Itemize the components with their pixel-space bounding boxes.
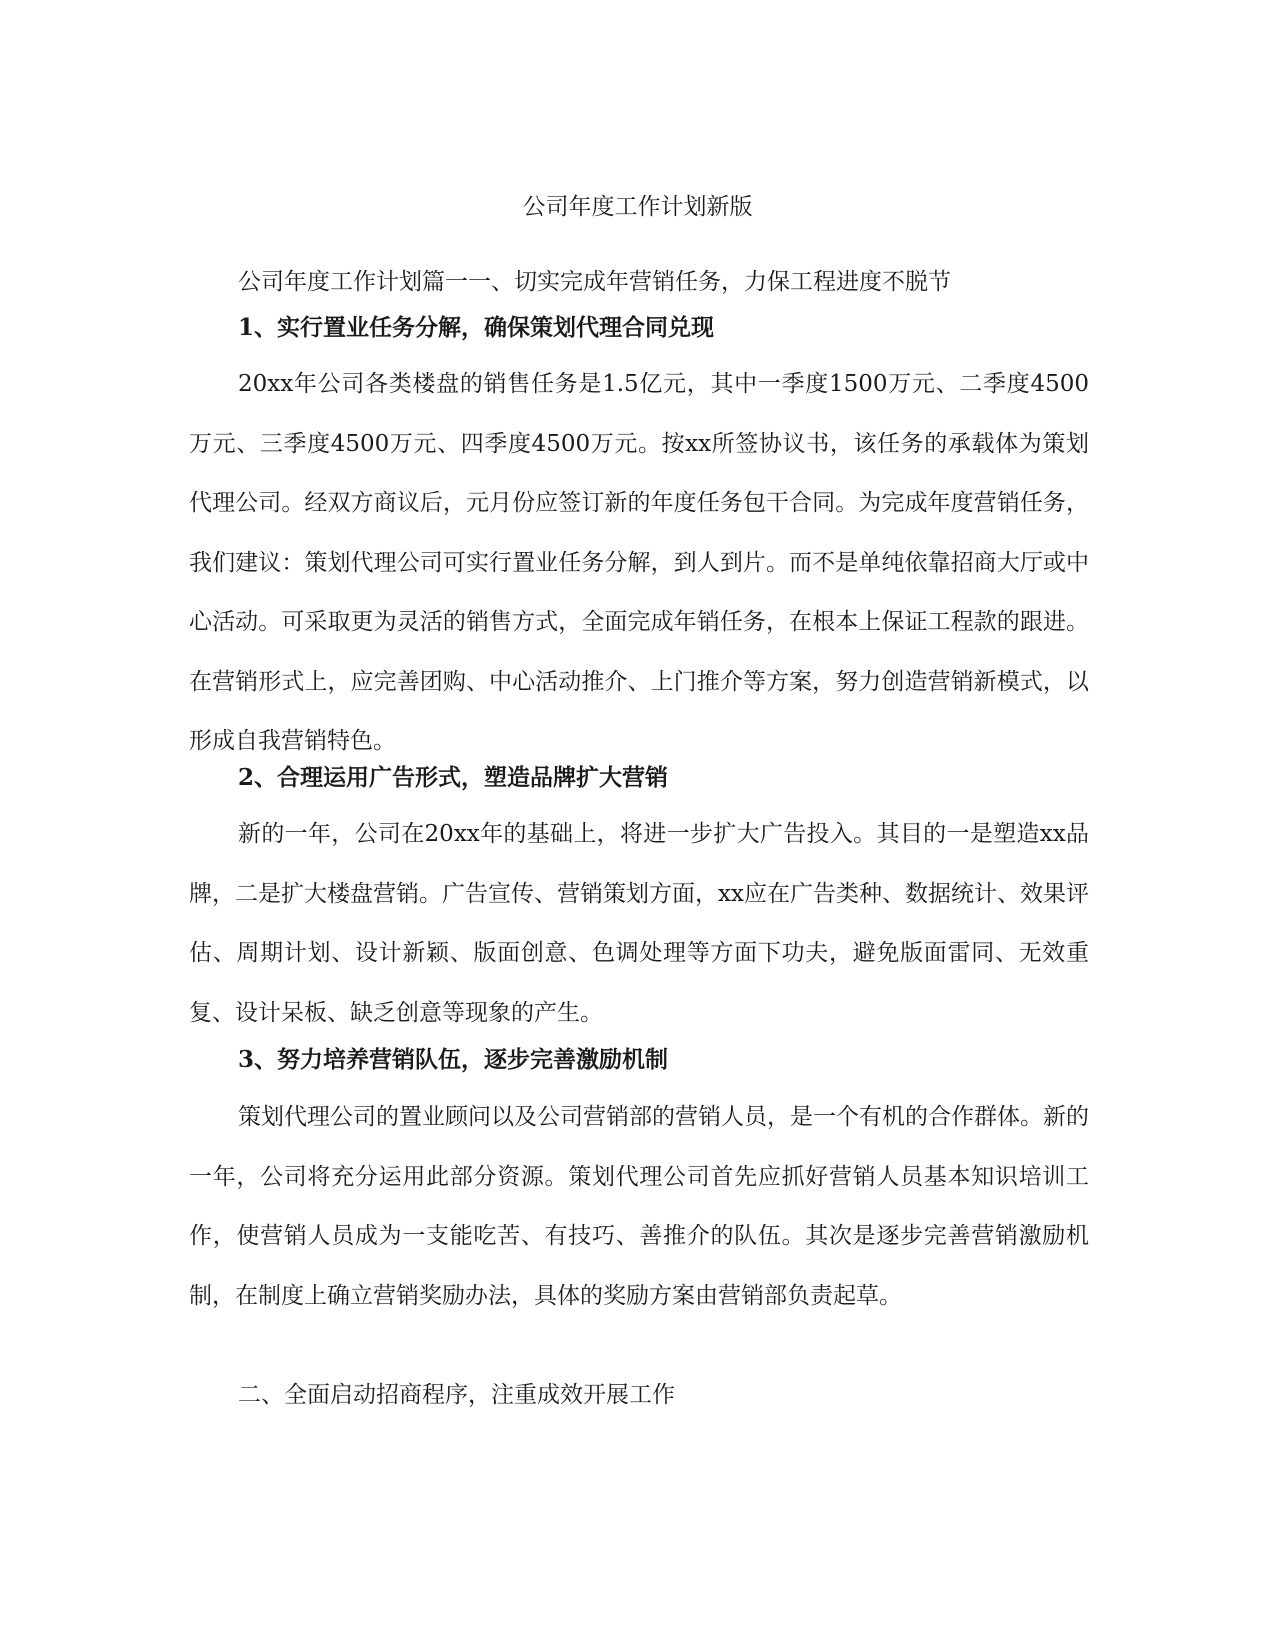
intro-line: 公司年度工作计划篇一一、切实完成年营销任务，力保工程进度不脱节	[238, 269, 951, 295]
paragraph-3: 策划代理公司的置业顾问以及公司营销部的营销人员，是一个有机的合作群体。新的一年，公司将充分运用此部分资源。策划代理公司首先应抓好营销人员基本知识培训工作，使营销人员成为一支能吃苦、有技巧、善推介的队伍。其次是逐步完善营销激励机制，在制度上确立营销奖励办法，具体的奖励方案由营销部负责起草。	[189, 1104, 1089, 1309]
paragraph-2: 新的一年，公司在20xx年的基础上，将进一步扩大广告投入。其目的一是塑造xx品牌，二是扩大楼盘营销。广告宣传、营销策划方面，xx应在广告类种、数据统计、效果评估、周期计划、设计新颖、版面创意、色调处理等方面下功夫，避免版面雷同、无效重复、设计呆板、缺乏创意等现象的产生。	[189, 821, 1089, 1026]
heading-1: 1、实行置业任务分解，确保策划代理合同兑现	[238, 314, 715, 341]
section-2-heading: 二、全面启动招商程序，注重成效开展工作	[238, 1382, 675, 1408]
document-title: 公司年度工作计划新版	[522, 194, 753, 220]
paragraph-1: 20xx年公司各类楼盘的销售任务是1.5亿元，其中一季度1500万元、二季度4500万元、三季度4500万元、四季度4500万元。按xx所签协议书，该任务的承载体为策划代理公司。经双方商议后，元月份应签订新的年度任务包干合同。为完成年度营销任务，我们建议：策划代理公司可实行置业任务分解，到人到片。而不是单纯依靠招商大厅或中心活动。可采取更为灵活的销售方式，全面完成年销任务，在根本上保证工程款的跟进。在营销形式上，应完善团购、中心活动推介、上门推介等方案，努力创造营销新模式，以形成自我营销特色。	[189, 371, 1089, 754]
heading-2: 2、合理运用广告形式，塑造品牌扩大营销	[238, 764, 669, 791]
heading-3: 3、努力培养营销队伍，逐步完善激励机制	[238, 1046, 669, 1073]
